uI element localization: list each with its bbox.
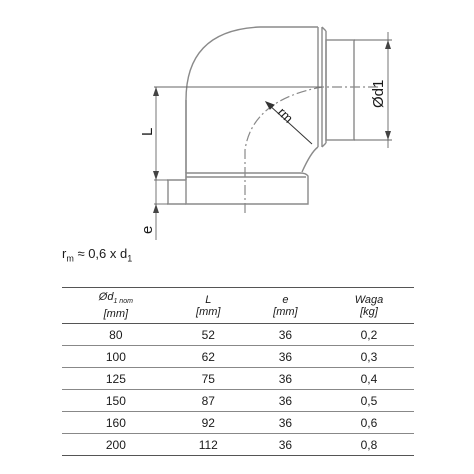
- center-line: [245, 87, 380, 213]
- table-row: [62, 412, 414, 434]
- table-cell: 112: [170, 434, 247, 456]
- table-cell: 52: [170, 324, 247, 346]
- inlet-step: [168, 180, 186, 204]
- header-offset: e [mm]: [247, 288, 324, 324]
- table-cell: 36: [247, 434, 324, 456]
- table-row: [62, 434, 414, 456]
- formula-r: r: [62, 246, 67, 261]
- diameter-label: Ød1: [370, 79, 387, 108]
- offset-label: e: [139, 225, 156, 234]
- formula-middle: ≈ 0,6 x d: [73, 246, 128, 261]
- table-row: [62, 390, 414, 412]
- table-cell: 0,3: [324, 346, 414, 368]
- dimension-table: [62, 287, 414, 456]
- table-cell: 36: [247, 324, 324, 346]
- outlet-pipe: [326, 40, 354, 140]
- table-cell: 80: [62, 324, 170, 346]
- formula-r-sub: m: [66, 253, 74, 264]
- table-cell: 100: [62, 346, 170, 368]
- table-cell: 0,4: [324, 368, 414, 390]
- formula-d-sub: 1: [127, 253, 133, 264]
- table-cell: 0,5: [324, 390, 414, 412]
- table-cell: 92: [170, 412, 247, 434]
- table-header-row: [62, 288, 414, 324]
- table-row: [62, 346, 414, 368]
- table-cell: 0,8: [324, 434, 414, 456]
- table-cell: 200: [62, 434, 170, 456]
- radius-formula: [62, 246, 132, 264]
- radius-label: rm: [274, 104, 297, 126]
- table-cell: 0,6: [324, 412, 414, 434]
- header-diameter: $Ød_{1 nom}$ [mm]: [62, 288, 170, 324]
- table-cell: 160: [62, 412, 170, 434]
- elbow-inner-contour: [302, 147, 318, 172]
- table-cell: 36: [247, 412, 324, 434]
- table-cell: 87: [170, 390, 247, 412]
- header-length: L [mm]: [170, 288, 247, 324]
- table-cell: 125: [62, 368, 170, 390]
- header-weight: Waga [kg]: [324, 288, 414, 324]
- table-cell: 36: [247, 368, 324, 390]
- elbow-outer-contour: [186, 27, 318, 180]
- length-label: L: [139, 127, 156, 136]
- table-cell: 75: [170, 368, 247, 390]
- table-cell: 0,2: [324, 324, 414, 346]
- table-cell: 36: [247, 346, 324, 368]
- table-cell: 62: [170, 346, 247, 368]
- table-row: [62, 368, 414, 390]
- table-cell: 36: [247, 390, 324, 412]
- table-row: [62, 324, 414, 346]
- table-cell: 150: [62, 390, 170, 412]
